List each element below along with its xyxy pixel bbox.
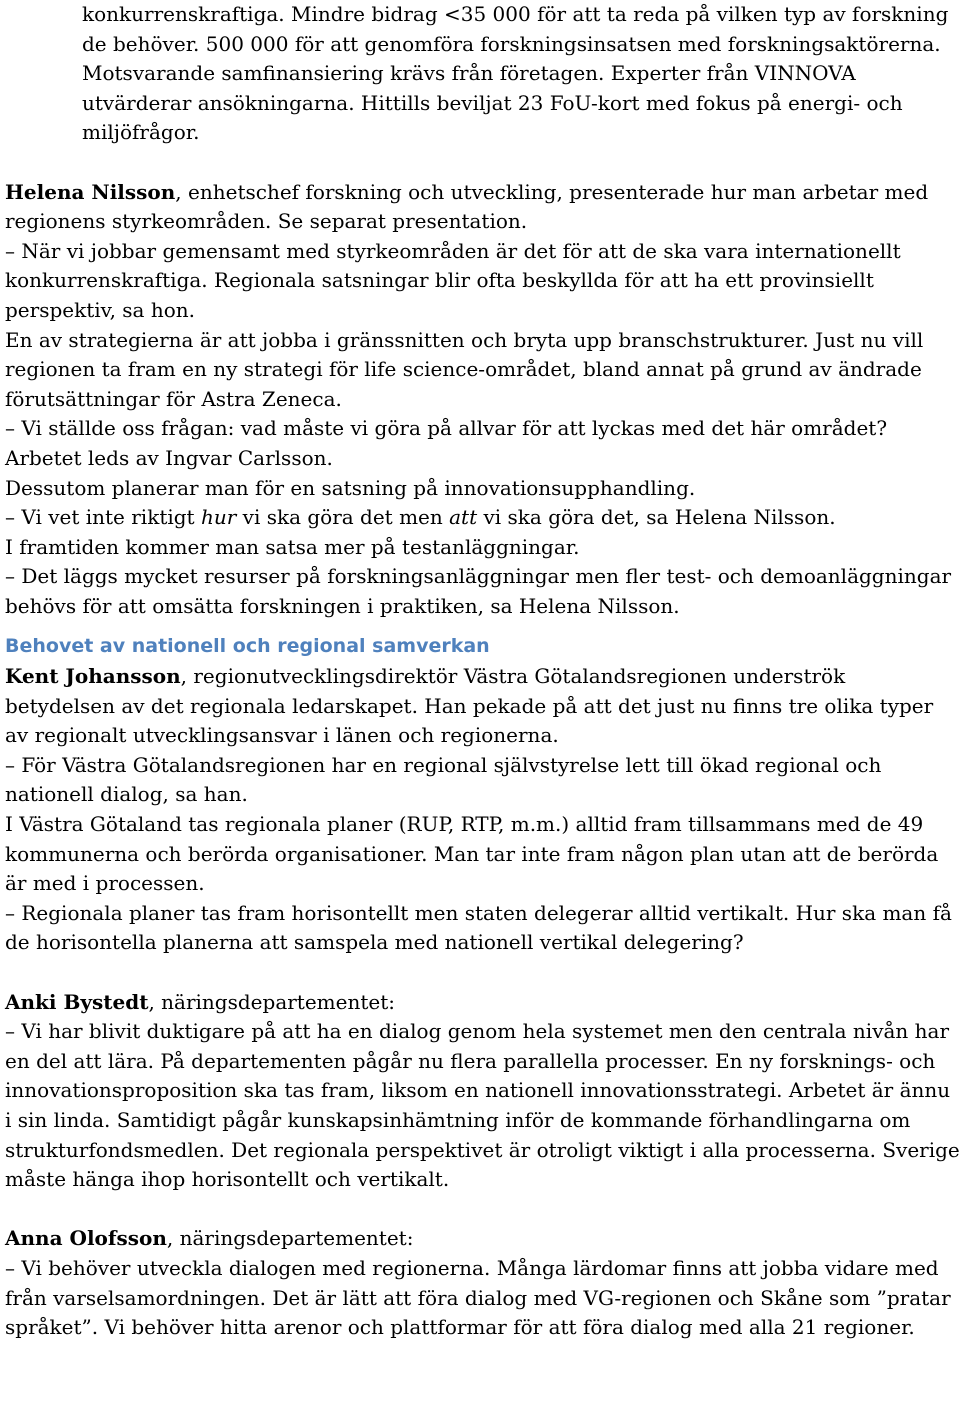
speaker-role: , enhetschef forskning och utveckling, presenterade hur man arbetar med regionens styrkeområden. Se separat presentation.	[5, 179, 929, 234]
speaker-name: Kent Johansson	[5, 664, 181, 689]
section-heading: Behovet av nationell och regional samverkan	[5, 635, 490, 658]
quote-paragraph: – Det läggs mycket resurser på forskningsanläggningar men fler test- och demoanläggningar behövs för att omsätta forskningen i praktiken, sa Helena Nilsson.	[5, 564, 952, 618]
kent-intro	[5, 662, 960, 751]
anki-section	[5, 988, 960, 1195]
speaker-name: Anki Bystedt	[5, 989, 149, 1014]
emphasis: hur	[200, 505, 237, 530]
quote-paragraph: – För Västra Götalandsregionen har en regional självstyrelse lett till ökad regional och nationell dialog, sa han.	[5, 752, 882, 807]
quote-paragraph	[5, 503, 960, 533]
text-run: vi ska göra det men	[236, 505, 450, 530]
quote-paragraph: – Vi ställde oss frågan: vad måste vi göra på allvar för att lyckas med det här området? Arbetet leds av Ingvar Carlsson.	[5, 416, 888, 470]
emphasis: att	[449, 505, 478, 530]
speaker-name: Helena Nilsson	[5, 179, 176, 204]
text-run: – Vi vet inte riktigt	[5, 505, 201, 530]
anna-intro	[5, 1224, 960, 1254]
speaker-role: , näringsdepartementet:	[148, 989, 396, 1014]
quote-paragraph: – Regionala planer tas fram horisontellt men staten delegerar alltid vertikalt. Hur ska man få de horisontella planerna att samspela med nationell vertikal delegering?	[5, 900, 952, 955]
anna-section	[5, 1224, 960, 1342]
body-paragraph: I Västra Götaland tas regionala planer (RUP, RTP, m.m.) alltid fram tillsammans med de 49 kommunerna och berörda organisationer. Man tar inte fram någon plan utan att de berörda är med i processen.	[5, 812, 939, 896]
body-paragraph: Dessutom planerar man för en satsning på innovationsupphandling.	[5, 475, 696, 500]
spacer	[5, 958, 960, 988]
anki-intro	[5, 988, 960, 1018]
body-paragraph: En av strategierna är att jobba i gränssnitten och bryta upp branschstrukturer. Just nu vill regionen ta fram en ny strategi för life science-området, bland annat på grund av ändrade förutsättningar för Astra Zeneca.	[5, 327, 924, 411]
helena-section	[5, 178, 960, 622]
intro-paragraph: konkurrenskraftiga. Mindre bidrag <35 000 för att ta reda på vilken typ av forskning de behöver. 500 000 för att genomföra forskningsinsatsen med forskningsaktörerna. Motsvarande samfinansiering krävs från företagen. Experter från VINNOVA utvärderar ansökningarna. Hittills beviljat 23 FoU-kort med fokus på energi- och miljöfrågor.	[82, 2, 949, 145]
quote-paragraph: – Vi behöver utveckla dialogen med regionerna. Många lärdomar finns att jobba vidare med från varselsamordningen. Det är lätt att föra dialog med VG-regionen och Skåne som ”pratar språket”. Vi behöver hitta arenor och plattformar för att föra dialog med alla 21 regioner.	[5, 1255, 951, 1340]
quote-paragraph: – Vi har blivit duktigare på att ha en dialog genom hela systemet men den centrala nivån har en del att lära. På departementen pågår nu flera parallella processer. En ny forsknings- och innovationsproposition ska tas fram, liksom en nationell innovationsstrategi. Arbetet är ännu i sin linda. Samtidigt pågår kunskapsinhämtning inför de kommande förhandlingarna om strukturfondsmedlen. Det regionala perspektivet är otroligt viktigt i alla processerna. Sverige måste hänga ihop horisontellt och vertikalt.	[5, 1019, 960, 1192]
text-run: vi ska göra det, sa Helena Nilsson.	[477, 505, 836, 530]
kent-section	[5, 662, 960, 958]
speaker-role: , näringsdepartementet:	[166, 1226, 414, 1251]
speaker-name: Anna Olofsson	[5, 1226, 167, 1251]
spacer	[5, 1195, 960, 1225]
speaker-role: , regionutvecklingsdirektör Västra Götalandsregionen underströk betydelsen av det regionala ledarskapet. Han pekade på att det just nu finns tre olika typer av regionalt utvecklingsansvar i länen och regionerna.	[5, 664, 934, 748]
spacer	[5, 148, 960, 178]
helena-intro	[5, 178, 960, 237]
body-paragraph: I framtiden kommer man satsa mer på testanläggningar.	[5, 534, 580, 559]
quote-paragraph: – När vi jobbar gemensamt med styrkeområden är det för att de ska vara internationellt konkurrenskraftiga. Regionala satsningar blir ofta beskyllda för att ha ett provinsiellt perspektiv, sa hon.	[5, 238, 901, 322]
